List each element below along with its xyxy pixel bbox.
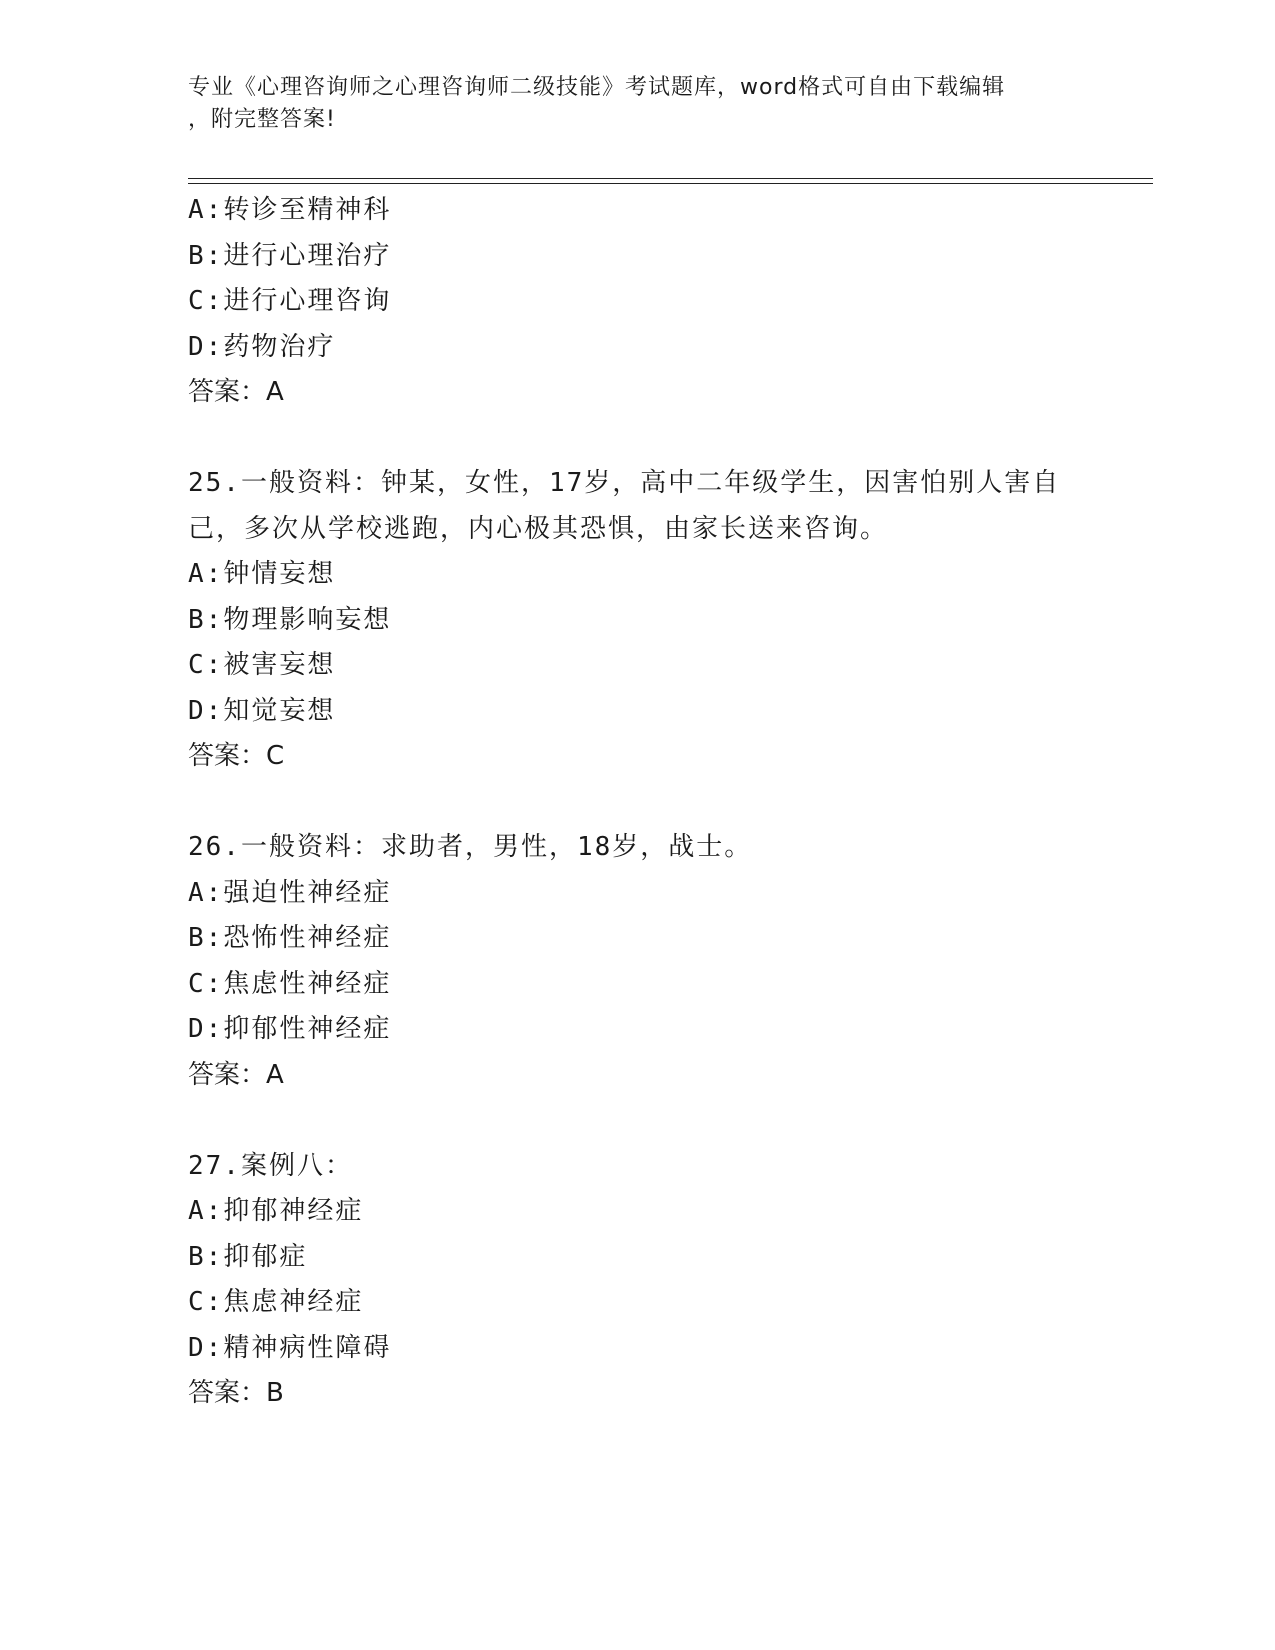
option-key: D: (188, 331, 224, 362)
answer-label: 答案： (188, 377, 267, 407)
question-stem-line: 25.一般资料：钟某，女性，17岁，高中二年级学生，因害怕别人害自 (188, 468, 1061, 498)
option-key: D: (188, 1014, 224, 1044)
answer-value: C (266, 741, 285, 771)
option-text: 恐怖性神经症 (223, 923, 392, 953)
option-text: 焦虑性神经症 (223, 968, 392, 999)
option-text: 抑郁症 (223, 1241, 308, 1272)
option-key: A: (188, 559, 224, 589)
option-text: 抑郁神经症 (223, 1196, 364, 1226)
option-text: 药物治疗 (223, 331, 336, 362)
question-block-27 (188, 1144, 1108, 1417)
answer-label: 答案： (188, 1378, 267, 1408)
document-header (188, 72, 1068, 136)
answer-value: B (266, 1378, 284, 1408)
option-text: 进行心理治疗 (223, 240, 392, 271)
option-key: A: (188, 1196, 224, 1226)
answer-line (188, 734, 1108, 780)
spacer (188, 780, 1108, 826)
option-key: D: (188, 695, 224, 726)
option-key: B: (188, 240, 224, 271)
question-block-24 (188, 188, 1108, 416)
answer-value: A (266, 377, 284, 407)
option-a (188, 1189, 1108, 1235)
option-text: 焦虑神经症 (223, 1287, 364, 1317)
header-line-1: 专业《心理咨询师之心理咨询师二级技能》考试题库，word格式可自由下载编辑 (188, 75, 1006, 100)
answer-line (188, 1371, 1108, 1417)
option-text: 知觉妄想 (223, 695, 336, 726)
answer-line (188, 1053, 1108, 1099)
option-text: 被害妄想 (223, 650, 336, 680)
option-text: 精神病性障碍 (223, 1332, 392, 1363)
option-key: D: (188, 1332, 224, 1363)
answer-label: 答案： (188, 1059, 267, 1090)
spacer (188, 416, 1108, 462)
option-text: 转诊至精神科 (223, 195, 392, 225)
option-b (188, 598, 1108, 644)
option-key: C: (188, 968, 224, 999)
answer-label: 答案： (188, 741, 267, 771)
answer-line (188, 370, 1108, 416)
question-stem-line: 己，多次从学校逃跑，内心极其恐惧，由家长送来咨询。 (188, 513, 889, 544)
option-a (188, 871, 1108, 917)
option-key: C: (188, 1287, 224, 1317)
option-b (188, 916, 1108, 962)
option-key: B: (188, 604, 224, 635)
option-b (188, 1235, 1108, 1281)
option-d (188, 325, 1108, 371)
option-a (188, 188, 1108, 234)
option-key: C: (188, 286, 224, 316)
option-c (188, 279, 1108, 325)
option-key: B: (188, 1241, 224, 1272)
option-text: 抑郁性神经症 (223, 1014, 392, 1044)
question-list (188, 188, 1108, 1417)
question-stem-line: 27.案例八： (188, 1150, 353, 1181)
option-text: 物理影响妄想 (223, 604, 392, 635)
option-text: 强迫性神经症 (223, 877, 392, 908)
option-key: B: (188, 923, 224, 953)
question-block-25 (188, 461, 1108, 780)
answer-value: A (266, 1059, 284, 1090)
option-d (188, 689, 1108, 735)
question-block-26 (188, 825, 1108, 1098)
option-c (188, 1280, 1108, 1326)
option-text: 钟情妄想 (223, 559, 336, 589)
option-text: 进行心理咨询 (223, 286, 392, 316)
option-c (188, 962, 1108, 1008)
header-line-2: ，附完整答案! (188, 107, 336, 132)
option-d (188, 1326, 1108, 1372)
header-divider-top (188, 178, 1153, 179)
question-stem-line: 26.一般资料：求助者，男性，18岁，战士。 (188, 832, 753, 862)
option-key: A: (188, 195, 224, 225)
option-b (188, 234, 1108, 280)
header-divider-bottom (188, 183, 1153, 184)
spacer (188, 1098, 1108, 1144)
option-key: A: (188, 877, 224, 908)
option-a (188, 552, 1108, 598)
option-key: C: (188, 650, 224, 680)
option-d (188, 1007, 1108, 1053)
option-c (188, 643, 1108, 689)
